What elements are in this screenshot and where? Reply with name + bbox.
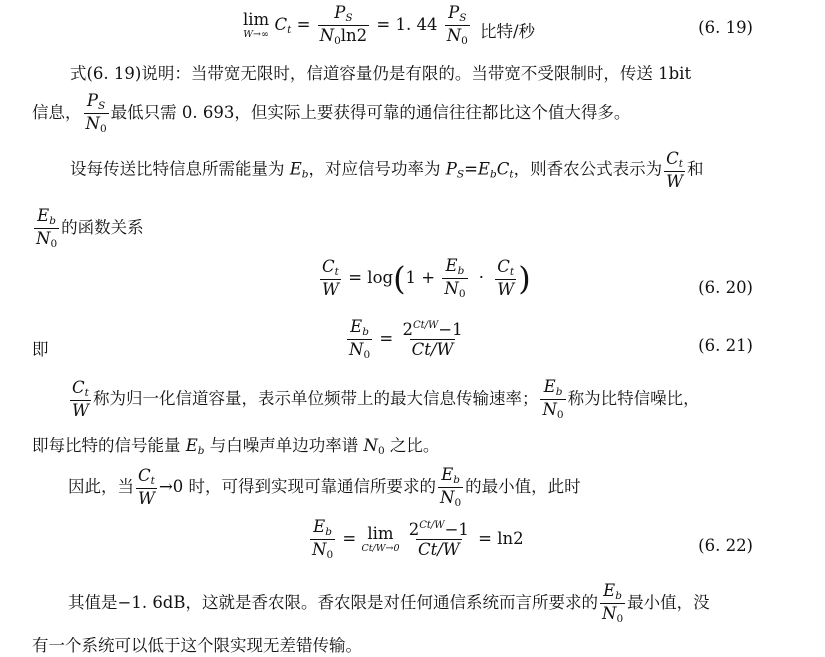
- paragraph-line: 设每传送比特信息所需能量为 $E_b$，对应信号功率为 $P_S=E_bC_t$，则香农公式表示为 $\frac{C_t}{W}$ 和: [70, 149, 704, 192]
- fraction: $\frac{E_b}{N_0}$: [349, 317, 371, 362]
- paragraph-line: 式(6. 19)说明：当带宽无限时，信道容量仍是有限的。当带宽不受限制时，传送 1bit: [70, 64, 692, 83]
- equation-6-21: $\frac{E_b}{N_0}$ = $\frac{2^{Ct/W}-1}{Ct/W}$: [349, 317, 463, 362]
- fraction: $\frac{E_b}{N_0}$: [444, 256, 466, 301]
- fraction: $\frac{2^{Ct/W}-1}{Ct/W}$: [402, 319, 463, 360]
- fraction: $\frac{C_t}{W}$: [72, 378, 89, 421]
- fraction: $\frac{C_t}{W}$: [322, 257, 339, 300]
- limit-operator: lim W→∞: [243, 10, 270, 40]
- fraction: $\frac{E_b}{N_0}$: [602, 581, 624, 626]
- fraction: $\frac{C_t}{W}$: [666, 149, 684, 192]
- fraction: $\frac{P_S}{N_0}$: [85, 91, 107, 136]
- equation-number: (6. 22): [698, 536, 753, 555]
- equation-label: 即: [32, 340, 49, 359]
- unit-label: 比特/秒: [480, 22, 536, 41]
- fraction: $\frac{P_S}{N_0\ln 2}$: [319, 3, 368, 48]
- equation-6-20: $\frac{C_t}{W}$ = log(1 + $\frac{E_b}{N_0}$ · $\frac{C_t}{W}$ ): [322, 256, 531, 301]
- fraction: $\frac{C_t}{W}$: [138, 466, 155, 509]
- equation-number: (6. 21): [698, 336, 753, 355]
- fraction: $\frac{P_S}{N_0}$: [446, 3, 468, 48]
- paragraph-line: 信息， $\frac{P_S}{N_0}$ 最低只需 0. 693，但实际上要获得可靠的通信往往都比这个值大得多。: [32, 91, 631, 136]
- paragraph-line: $\frac{C_t}{W}$ 称为归一化信道容量，表示单位频带上的最大信息传输速率； $\frac{E_b}{N_0}$ 称为比特信噪比，: [72, 377, 700, 422]
- paragraph-line: 其值是−1. 6dB，这就是香农限。香农限是对任何通信系统而言所要求的 $\frac{E_b}{N_0}$ 最小值，没: [68, 581, 710, 626]
- fraction: $\frac{2^{Ct/W}-1}{Ct/W}$: [408, 519, 469, 560]
- equation-6-19: lim W→∞ $C_t$ = $\frac{P_S}{N_0\ln 2}$ = 1. 44 $\frac{P_S}{N_0}$: [243, 3, 468, 48]
- paragraph-line: 即每比特的信号能量 $E_b$ 与白噪声单边功率谱 $N_0$ 之比。: [32, 436, 440, 457]
- fraction: $\frac{C_t}{W}$: [497, 257, 515, 300]
- fraction: $\frac{E_b}{N_0}$: [36, 206, 58, 251]
- limit-operator: lim Ct/W→0: [361, 524, 400, 554]
- fraction: $\frac{E_b}{N_0}$: [312, 517, 334, 562]
- paragraph-line: $\frac{E_b}{N_0}$ 的函数关系: [36, 206, 144, 251]
- fraction: $\frac{E_b}{N_0}$: [542, 377, 564, 422]
- equation-number: (6. 19): [698, 18, 753, 37]
- equation-6-22: $\frac{E_b}{N_0}$ = lim Ct/W→0 $\frac{2^{Ct/W}-1}{Ct/W}$ = ln2: [312, 517, 524, 562]
- paragraph-line: 因此，当 $\frac{C_t}{W}$ →0 时，可得到实现可靠通信所要求的 $\frac{E_b}{N_0}$ 的最小值，此时: [68, 465, 581, 510]
- fraction: $\frac{E_b}{N_0}$: [440, 465, 462, 510]
- equation-number: (6. 20): [698, 278, 753, 297]
- paragraph-line: 有一个系统可以低于这个限实现无差错传输。: [32, 636, 362, 655]
